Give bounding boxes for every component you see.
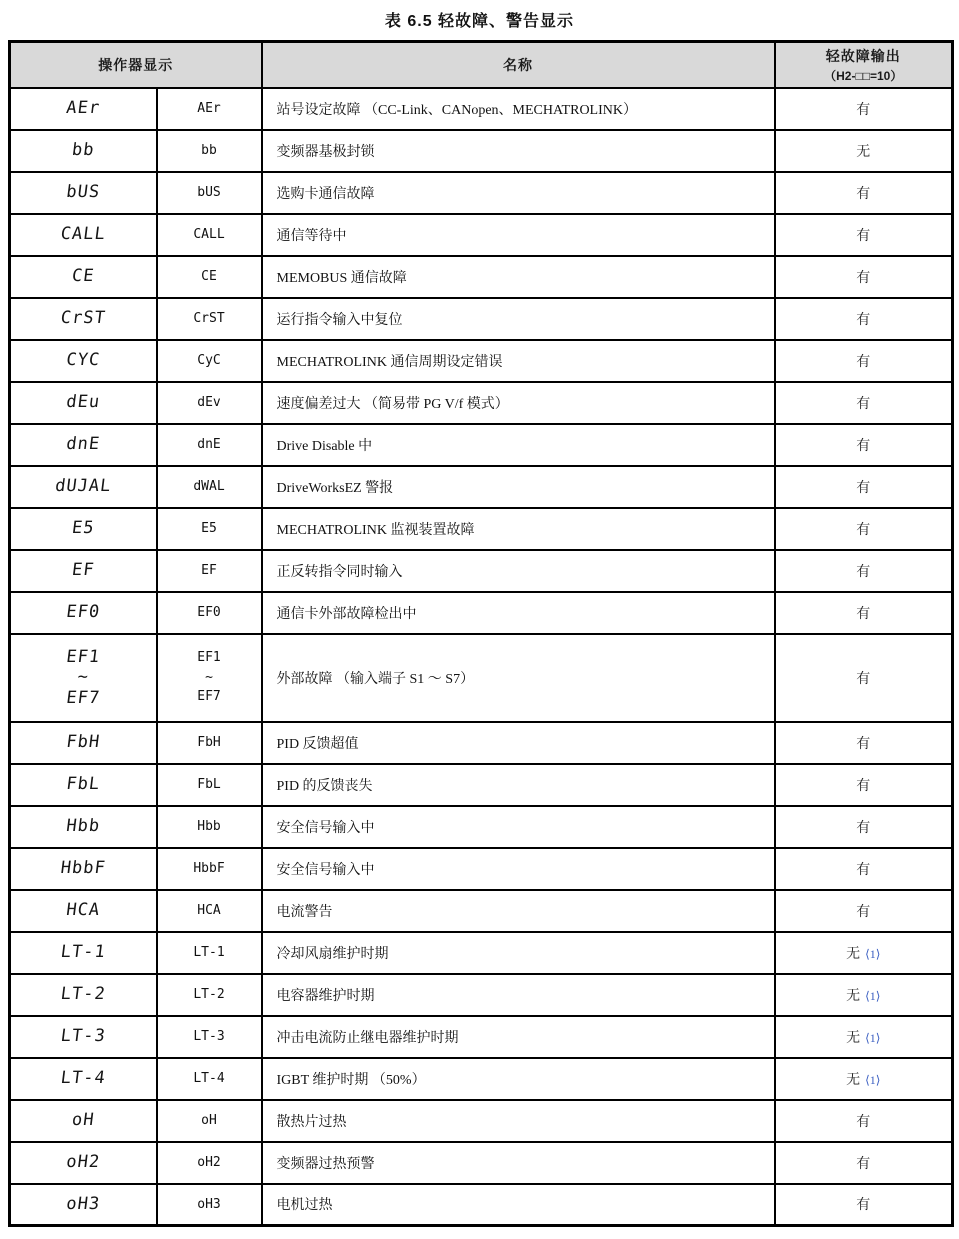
seven-segment-text: LT-2	[59, 984, 107, 1005]
seven-segment-text: EF0	[65, 602, 102, 623]
fault-output-cell	[775, 764, 953, 806]
code-text: FbL	[197, 776, 221, 792]
code-text: dEv	[197, 394, 221, 410]
fault-name-cell: PID 的反馈丧失	[262, 764, 775, 806]
operator-display-code-cell	[157, 508, 262, 550]
operator-display-7seg-cell	[10, 592, 157, 634]
seven-segment-text: CE	[70, 266, 96, 287]
fault-name-cell: 运行指令输入中复位	[262, 298, 775, 340]
header-operator-display	[10, 42, 262, 88]
header-row	[10, 42, 953, 88]
operator-display-code-cell	[157, 466, 262, 508]
operator-display-code-cell	[157, 130, 262, 172]
fault-output-cell	[775, 214, 953, 256]
fault-name-cell: 电机过热	[262, 1184, 775, 1226]
operator-display-code-cell	[157, 634, 262, 722]
operator-display-code-cell	[157, 88, 262, 130]
output-value: 有	[856, 354, 871, 370]
code-text: FbH	[197, 734, 221, 750]
footnote-link[interactable]: ⟨1⟩	[865, 1072, 881, 1087]
code-text: AEr	[197, 100, 221, 116]
table-row	[10, 974, 953, 1016]
output-value: 有	[856, 438, 871, 454]
fault-output-cell	[775, 382, 953, 424]
code-text: bUS	[197, 184, 221, 200]
header-operator-display-label: 操作器显示	[98, 56, 174, 73]
fault-output-cell	[775, 1058, 953, 1100]
fault-output-cell	[775, 806, 953, 848]
fault-output-cell	[775, 340, 953, 382]
operator-display-code-cell	[157, 1058, 262, 1100]
seven-segment-text: dUJAL	[53, 476, 113, 497]
table-row	[10, 764, 953, 806]
header-output	[775, 42, 953, 88]
header-output-parameter: （H2-□□=10）	[824, 68, 903, 83]
output-value: 无	[846, 1072, 861, 1088]
operator-display-code-cell	[157, 1100, 262, 1142]
fault-output-cell	[775, 1142, 953, 1184]
footnote-link[interactable]: ⟨1⟩	[865, 946, 881, 961]
output-value: 无	[846, 1030, 861, 1046]
seven-segment-text: oH2	[65, 1152, 102, 1173]
operator-display-code-cell	[157, 592, 262, 634]
code-text: CyC	[197, 352, 221, 368]
operator-display-7seg-cell	[10, 550, 157, 592]
fault-name-cell: 电流警告	[262, 890, 775, 932]
operator-display-code-cell	[157, 1142, 262, 1184]
operator-display-7seg-cell	[10, 172, 157, 214]
table-row	[10, 1184, 953, 1226]
fault-name-cell: Drive Disable 中	[262, 424, 775, 466]
operator-display-7seg-cell	[10, 1016, 157, 1058]
seven-segment-text: oH3	[65, 1194, 102, 1215]
header-name-label: 名称	[503, 56, 533, 73]
fault-name-cell: 站号设定故障 （CC-Link、CANopen、MECHATROLINK）	[262, 88, 775, 130]
code-text: EF1	[197, 650, 221, 666]
operator-display-7seg-cell	[10, 634, 157, 722]
fault-output-cell	[775, 974, 953, 1016]
seven-segment-text: HbbF	[59, 858, 107, 879]
code-text: CrST	[193, 310, 225, 326]
operator-display-7seg-cell	[10, 382, 157, 424]
output-value: 有	[856, 522, 871, 538]
seven-segment-text: CrST	[59, 308, 107, 329]
seven-segment-text: LT-4	[59, 1068, 107, 1089]
output-value: 有	[856, 904, 871, 920]
table-row	[10, 340, 953, 382]
table-row	[10, 1016, 953, 1058]
fault-name-cell: 正反转指令同时输入	[262, 550, 775, 592]
fault-output-cell	[775, 1016, 953, 1058]
fault-output-cell	[775, 592, 953, 634]
operator-display-7seg-cell	[10, 974, 157, 1016]
fault-warning-table	[8, 40, 954, 1227]
table-row	[10, 382, 953, 424]
operator-display-7seg-cell	[10, 88, 157, 130]
seven-segment-text: dnE	[65, 434, 102, 455]
fault-output-cell	[775, 634, 953, 722]
output-value: 有	[856, 186, 871, 202]
fault-name-cell: 速度偏差过大 （简易带 PG V/f 模式）	[262, 382, 775, 424]
code-text: LT-2	[193, 986, 225, 1002]
operator-display-7seg-cell	[10, 466, 157, 508]
seven-segment-text: EF7	[65, 687, 102, 708]
code-text: CE	[201, 268, 217, 284]
operator-display-code-cell	[157, 256, 262, 298]
code-text: ~	[205, 669, 213, 685]
fault-name-cell: 安全信号输入中	[262, 848, 775, 890]
fault-name-cell: 外部故障 （输入端子 S1 ～ S7）	[262, 634, 775, 722]
fault-output-cell	[775, 848, 953, 890]
seven-segment-text: bUS	[65, 182, 102, 203]
fault-output-cell	[775, 508, 953, 550]
fault-output-cell	[775, 256, 953, 298]
fault-name-cell: 安全信号输入中	[262, 806, 775, 848]
output-value: 有	[856, 820, 871, 836]
seven-segment-text: HCA	[65, 900, 102, 921]
operator-display-7seg-cell	[10, 932, 157, 974]
fault-output-cell	[775, 890, 953, 932]
fault-name-cell: 变频器基极封锁	[262, 130, 775, 172]
output-value: 有	[856, 606, 871, 622]
table-title: 表 6.5 轻故障、警告显示	[384, 13, 575, 30]
table-row	[10, 256, 953, 298]
fault-name-cell: MECHATROLINK 监视装置故障	[262, 508, 775, 550]
fault-name-cell: MECHATROLINK 通信周期设定错误	[262, 340, 775, 382]
operator-display-7seg-cell	[10, 508, 157, 550]
code-text: LT-3	[193, 1028, 225, 1044]
seven-segment-text: CALL	[59, 224, 107, 245]
code-text: oH2	[197, 1154, 221, 1170]
operator-display-code-cell	[157, 764, 262, 806]
fault-name-cell: 通信卡外部故障检出中	[262, 592, 775, 634]
code-text: E5	[201, 520, 217, 536]
table-row	[10, 932, 953, 974]
seven-segment-text: dEu	[65, 392, 102, 413]
code-text: Hbb	[197, 818, 221, 834]
operator-display-code-cell	[157, 932, 262, 974]
operator-display-7seg-cell	[10, 424, 157, 466]
operator-display-7seg-cell	[10, 848, 157, 890]
table-row	[10, 890, 953, 932]
output-value: 有	[856, 480, 871, 496]
output-value: 有	[856, 312, 871, 328]
fault-output-cell	[775, 172, 953, 214]
table-header	[10, 42, 953, 88]
fault-name-cell: 冲击电流防止继电器维护时期	[262, 1016, 775, 1058]
output-value: 有	[856, 564, 871, 580]
code-text: oH	[201, 1112, 217, 1128]
table-row	[10, 1058, 953, 1100]
code-text: dWAL	[193, 478, 225, 494]
operator-display-7seg-cell	[10, 1100, 157, 1142]
seven-segment-text: bb	[70, 140, 96, 161]
operator-display-7seg-cell	[10, 298, 157, 340]
operator-display-7seg-cell	[10, 806, 157, 848]
code-text: EF7	[197, 689, 221, 705]
operator-display-7seg-cell	[10, 340, 157, 382]
table-row	[10, 722, 953, 764]
fault-output-cell	[775, 1184, 953, 1226]
seven-segment-text: oH	[70, 1110, 96, 1131]
operator-display-code-cell	[157, 340, 262, 382]
fault-name-cell: 电容器维护时期	[262, 974, 775, 1016]
fault-name-cell: 变频器过热预警	[262, 1142, 775, 1184]
code-text: dnE	[197, 436, 221, 452]
table-row	[10, 298, 953, 340]
code-text: EF	[201, 562, 217, 578]
fault-name-cell: 散热片过热	[262, 1100, 775, 1142]
operator-display-code-cell	[157, 550, 262, 592]
output-value: 有	[856, 1198, 871, 1214]
operator-display-7seg-cell	[10, 722, 157, 764]
output-value: 有	[856, 1156, 871, 1172]
output-value: 有	[856, 736, 871, 752]
seven-segment-text: EF1	[65, 646, 102, 667]
table-body	[10, 88, 953, 1226]
seven-segment-text: FbH	[65, 732, 102, 753]
fault-output-cell	[775, 1100, 953, 1142]
operator-display-code-cell	[157, 1184, 262, 1226]
code-text: CALL	[193, 226, 225, 242]
fault-name-cell: IGBT 维护时期 （50%）	[262, 1058, 775, 1100]
operator-display-7seg-cell	[10, 256, 157, 298]
fault-output-cell	[775, 466, 953, 508]
output-value: 无	[846, 988, 861, 1004]
operator-display-code-cell	[157, 848, 262, 890]
table-row	[10, 1100, 953, 1142]
seven-segment-text: EF	[70, 560, 96, 581]
table-row	[10, 806, 953, 848]
fault-output-cell	[775, 550, 953, 592]
operator-display-code-cell	[157, 214, 262, 256]
table-row	[10, 214, 953, 256]
table-row	[10, 88, 953, 130]
seven-segment-text: LT-1	[59, 942, 107, 963]
output-value: 无	[856, 144, 871, 160]
operator-display-code-cell	[157, 722, 262, 764]
table-row	[10, 848, 953, 890]
output-value: 有	[856, 396, 871, 412]
seven-segment-text: FbL	[65, 774, 102, 795]
operator-display-7seg-cell	[10, 1142, 157, 1184]
fault-name-cell: 通信等待中	[262, 214, 775, 256]
fault-output-cell	[775, 424, 953, 466]
operator-display-code-cell	[157, 1016, 262, 1058]
fault-output-cell	[775, 298, 953, 340]
code-text: LT-1	[193, 944, 225, 960]
table-row	[10, 130, 953, 172]
operator-display-code-cell	[157, 382, 262, 424]
operator-display-code-cell	[157, 974, 262, 1016]
output-value: 无	[846, 946, 861, 962]
seven-segment-text: E5	[70, 518, 96, 539]
code-text: LT-4	[193, 1070, 225, 1086]
operator-display-code-cell	[157, 424, 262, 466]
operator-display-7seg-cell	[10, 130, 157, 172]
footnote-link[interactable]: ⟨1⟩	[865, 1030, 881, 1045]
operator-display-code-cell	[157, 298, 262, 340]
operator-display-7seg-cell	[10, 214, 157, 256]
fault-name-cell: DriveWorksEZ 警报	[262, 466, 775, 508]
output-value: 有	[856, 671, 871, 687]
header-output-label: 轻故障输出	[825, 47, 901, 64]
output-value: 有	[856, 778, 871, 794]
code-text: HbbF	[193, 860, 225, 876]
table-row	[10, 592, 953, 634]
header-name	[262, 42, 775, 88]
operator-display-7seg-cell	[10, 890, 157, 932]
fault-name-cell: 冷却风扇维护时期	[262, 932, 775, 974]
seven-segment-text: AEr	[65, 98, 102, 119]
table-row	[10, 172, 953, 214]
fault-output-cell	[775, 130, 953, 172]
table-row	[10, 508, 953, 550]
code-text: oH3	[197, 1196, 221, 1212]
table-row	[10, 466, 953, 508]
output-value: 有	[856, 270, 871, 286]
footnote-link[interactable]: ⟨1⟩	[865, 988, 881, 1003]
code-text: EF0	[197, 604, 221, 620]
operator-display-code-cell	[157, 890, 262, 932]
code-text: bb	[201, 142, 217, 158]
table-row	[10, 634, 953, 722]
operator-display-7seg-cell	[10, 1184, 157, 1226]
seven-segment-text: Hbb	[65, 816, 102, 837]
fault-output-cell	[775, 88, 953, 130]
seven-segment-text: ~	[76, 667, 91, 688]
output-value: 有	[856, 1114, 871, 1130]
fault-name-cell: PID 反馈超值	[262, 722, 775, 764]
operator-display-7seg-cell	[10, 1058, 157, 1100]
operator-display-code-cell	[157, 806, 262, 848]
fault-name-cell: 选购卡通信故障	[262, 172, 775, 214]
operator-display-7seg-cell	[10, 764, 157, 806]
output-value: 有	[856, 862, 871, 878]
output-value: 有	[856, 228, 871, 244]
seven-segment-text: CYC	[65, 350, 102, 371]
output-value: 有	[856, 102, 871, 118]
code-text: HCA	[197, 902, 221, 918]
table-row	[10, 424, 953, 466]
fault-output-cell	[775, 932, 953, 974]
fault-output-cell	[775, 722, 953, 764]
table-row	[10, 550, 953, 592]
fault-name-cell: MEMOBUS 通信故障	[262, 256, 775, 298]
table-row	[10, 1142, 953, 1184]
operator-display-code-cell	[157, 172, 262, 214]
seven-segment-text: LT-3	[59, 1026, 107, 1047]
